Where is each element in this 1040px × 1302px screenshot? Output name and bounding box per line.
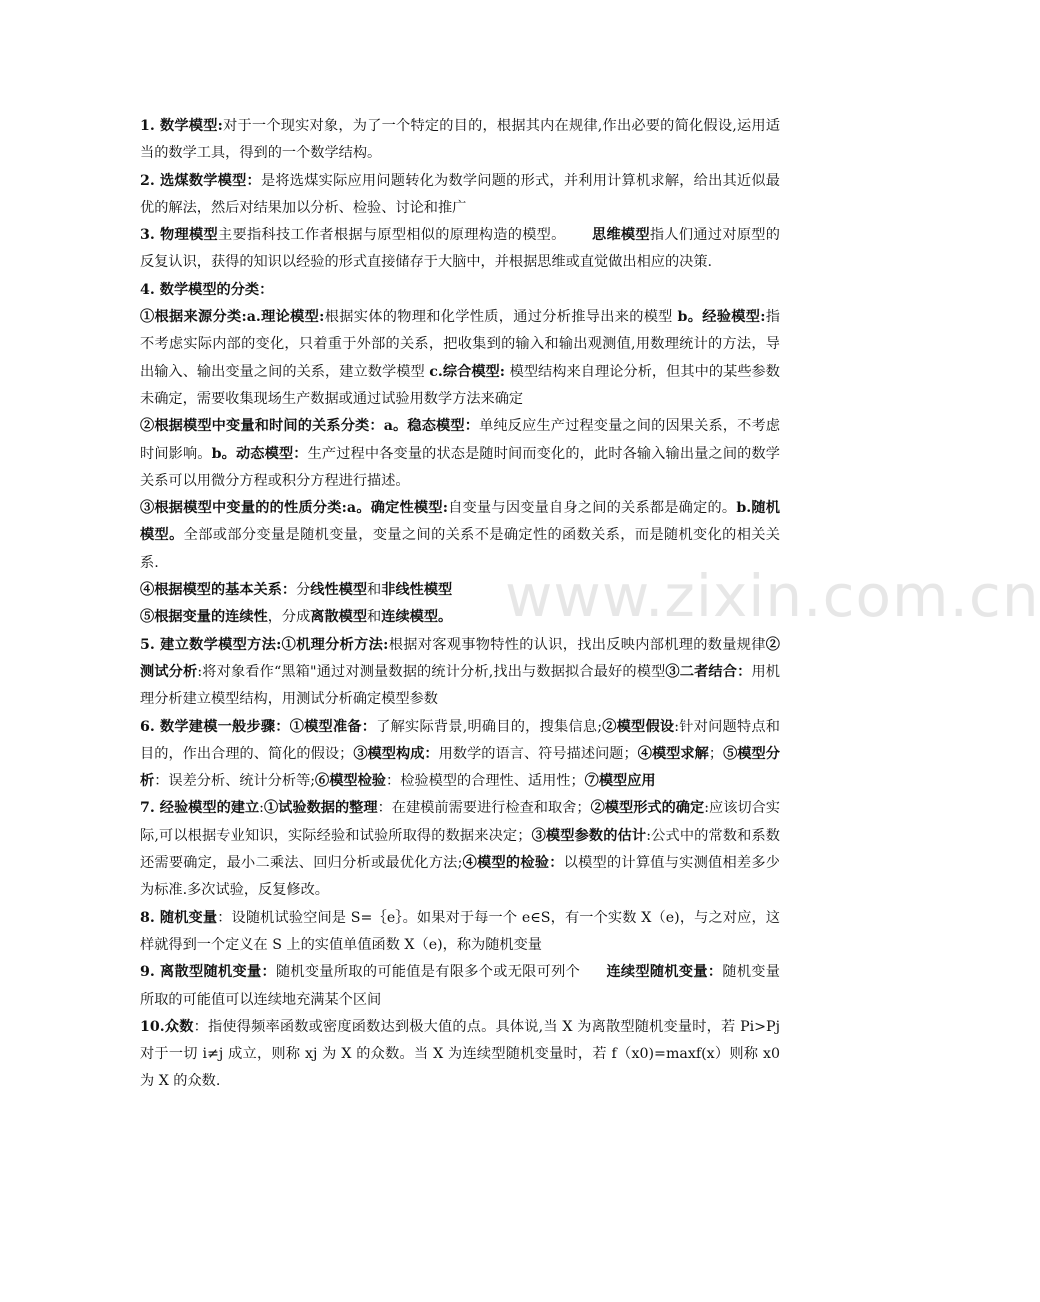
entry-text: :公式中的常数和系数还需要确定，最小二乘法、回归分析或最优化方法;: [140, 827, 780, 872]
entry-text: 了解实际背景,明确目的，搜集信息;: [376, 718, 602, 735]
entry-text: 和: [367, 609, 382, 626]
entry-term: b。经验模型:: [677, 309, 766, 326]
entry-term: 1. 数学模型:: [140, 118, 223, 134]
entry-11: [140, 714, 780, 796]
entry-text: 分: [296, 582, 311, 599]
entry-term: b。动态模型：: [211, 445, 308, 462]
entry-term: ①根据来源分类:a.理论模型:: [140, 309, 325, 326]
entry-15: [140, 1014, 780, 1096]
entry-10: [140, 632, 780, 714]
entry-text: ，分成: [267, 609, 311, 626]
entry-2: [140, 168, 780, 223]
entry-1: [140, 113, 780, 168]
entry-text: 根据对客观事物特性的认识，找出反映内部机理的数量规律: [388, 636, 766, 653]
entry-text: :针对问题特点和目的，作出合理的、简化的假设；: [140, 718, 780, 762]
entry-text: 用数学的语言、符号描述问题；: [438, 745, 638, 762]
entry-term: 非线性模型: [381, 582, 453, 599]
entry-text: 根据实体的物理和化学性质，通过分析推导出来的模型: [324, 309, 678, 326]
entry-term: 连续型随机变量：: [606, 964, 723, 981]
entry-term: 6. 数学建模一般步骤：①模型准备：: [140, 718, 377, 735]
entry-term: ③根据模型中变量的的性质分类:a。确定性模型:: [140, 500, 448, 517]
entry-term: ⑦模型应用: [584, 773, 656, 790]
entry-text: 指不考虑实际内部的变化，只着重于外部的关系，把收集到的输入和输出观测值,用数理统计的方法，导出输入、输出变量之间的关系，建立数学模型: [140, 309, 780, 380]
entry-term: ⑤根据变量的连续性: [140, 609, 268, 626]
entry-text: 以模型的计算值与实测值相差多少为标准.多次试验，反复修改。: [140, 855, 780, 899]
entry-term: ⑤模型分析: [140, 745, 780, 790]
entry-term: ③二者结合：: [665, 663, 752, 680]
entry-text: 是将选煤实际应用问题转化为数学问题的形式，并利用计算机求解，给出其近似最优的解法，然后对结果加以分析、检验、讨论和推广: [140, 172, 780, 216]
entry-text: 主要指科技工作者根据与原型相似的原理构造的模型。: [218, 227, 566, 244]
entry-text: 随机变量所取的可能值是有限多个或无限可列个: [275, 964, 581, 981]
entry-8: [140, 577, 780, 604]
entry-14: [140, 959, 780, 1014]
entry-term: 7. 经验模型的建立: [140, 800, 260, 817]
entry-text: 用机理分析建立模型结构，用测试分析确定模型参数: [140, 663, 780, 708]
entry-13: [140, 905, 780, 960]
entry-6: [140, 413, 780, 495]
entry-text: ：检验模型的合理性、适用性；: [386, 773, 585, 790]
entry-term: 9. 离散型随机变量：: [140, 964, 276, 981]
entry-text: 对于一个现实对象，为了一个特定的目的，根据其内在规律,作出必要的简化假设,运用适当的数学工具，得到的一个数学结构。: [140, 118, 780, 162]
entry-term: 10.众数: [140, 1018, 194, 1035]
entry-text: ：指使得频率函数或密度函数达到极大值的点。具体说,当 X 为离散型随机变量时，若 Pi>Pj 对于一切 i≠j 成立，则称 xj 为 X 的众数。当 X 为连续型随机变量时，若 f（x0)=maxf(x）则称 x0 为 X 的众数.: [140, 1018, 780, 1090]
entry-text: :将对象看作“黑箱"通过对测量数据的统计分析,找出与数据拟合最好的模型: [197, 663, 666, 680]
entry-term: 连续模型。: [381, 609, 453, 626]
entry-text: 模型结构来自理论分析，但其中的某些参数未确定，需要收集现场生产数据或通过试验用数学方法来确定: [140, 363, 780, 407]
entry-term: ③模型参数的估计: [531, 827, 647, 844]
entry-term: ⑥模型检验: [315, 773, 386, 790]
entry-text: ：在建模前需要进行检查和取舍；: [377, 800, 591, 817]
entry-9: [140, 604, 780, 631]
entry-term: ①试验数据的整理: [263, 800, 378, 817]
entry-term: 离散模型: [310, 609, 368, 626]
entry-4: [140, 277, 780, 304]
entry-5: [140, 304, 780, 413]
entry-term: c.综合模型:: [429, 363, 506, 380]
document-body: [140, 113, 780, 1096]
entry-text: 生产过程中各变量的状态是随时间而变化的，此时各输入输出量之间的数学关系可以用微分方程或积分方程进行描述。: [140, 445, 780, 489]
entry-3: [140, 222, 780, 277]
entry-term: ②模型形式的确定: [590, 800, 705, 817]
entry-term: ④根据模型的基本关系：: [140, 582, 297, 599]
entry-term: 线性模型: [310, 582, 368, 599]
entry-term: ③模型构成：: [353, 745, 439, 762]
entry-term: b.随机模型。: [140, 500, 780, 544]
entry-text: 和: [367, 582, 382, 599]
entry-term: ④模型求解: [637, 745, 709, 762]
entry-text: 随机变量所取的可能值可以连续地充满某个区间: [140, 964, 780, 1008]
entry-term: ④模型的检验：: [462, 855, 564, 872]
entry-12: [140, 795, 780, 904]
entry-term: 2. 选煤数学模型：: [140, 172, 261, 189]
entry-text: 单纯反应生产过程变量之间的因果关系，不考虑时间影响。: [140, 418, 780, 462]
entry-term: ②模型假设: [601, 718, 675, 735]
entry-term: 思维模型: [591, 227, 650, 244]
entry-term: ②根据模型中变量和时间的关系分类：a。稳态模型：: [140, 418, 480, 435]
entry-text: :: [259, 800, 264, 817]
entry-text: 自变量与因变量自身之间的关系都是确定的。: [447, 500, 737, 517]
entry-term: 4. 数学模型的分类：: [140, 281, 274, 298]
entry-text: ；: [708, 745, 724, 762]
entry-term: 5. 建立数学模型方法:①机理分析方法:: [140, 636, 389, 653]
entry-term: ②测试分析: [140, 636, 780, 680]
entry-term: 8. 随机变量: [140, 909, 218, 926]
entry-7: [140, 495, 780, 577]
entry-text: :应该切合实际,可以根据专业知识，实际经验和试验所取得的数据来决定；: [140, 800, 780, 844]
watermark: www.zixin.com.cn: [505, 562, 1040, 630]
entry-text: 全部或部分变量是随机变量，变量之间的关系不是确定性的函数关系，而是随机变化的相关关系.: [140, 527, 780, 571]
entry-text: ：设随机试验空间是 S=｛e｝。如果对于每一个 e∈S，有一个实数 X（e)，与之对应，这样就得到一个定义在 S 上的实值单值函数 X（e)，称为随机变量: [140, 909, 780, 953]
entry-term: 3. 物理模型: [140, 227, 218, 244]
entry-text: 指人们通过对原型的反复认识，获得的知识以经验的形式直接储存于大脑中，并根据思维或直觉做出相应的决策.: [140, 227, 780, 271]
entry-text: ：误差分析、统计分析等;: [154, 773, 316, 790]
